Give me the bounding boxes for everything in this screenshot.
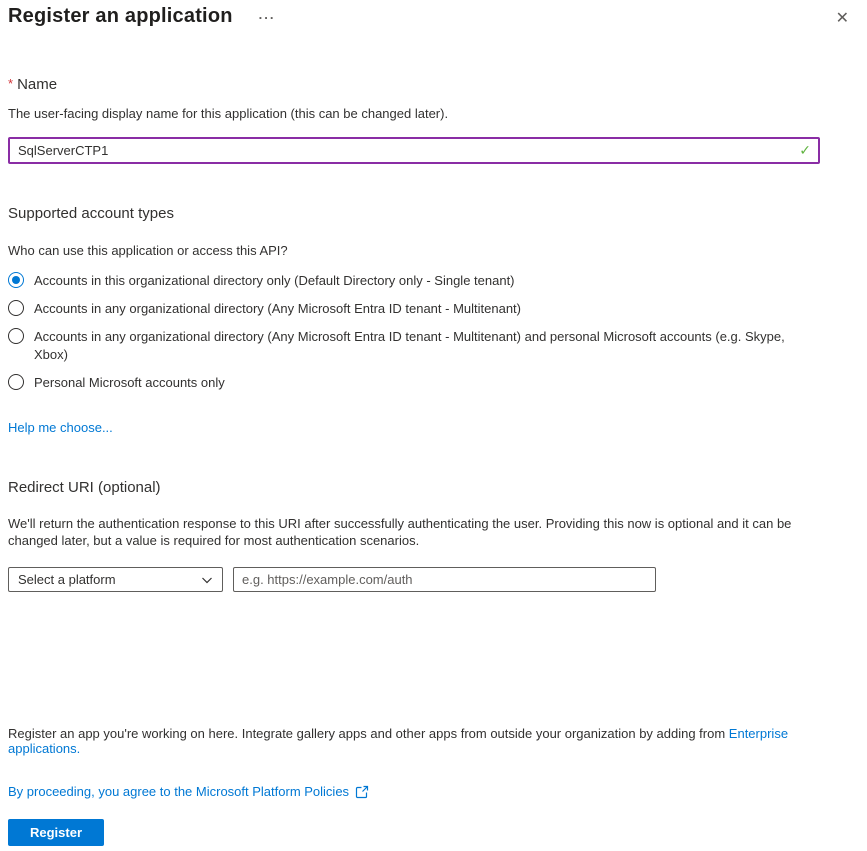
external-link-icon[interactable]: [355, 785, 369, 799]
redirect-uri-input[interactable]: [233, 567, 656, 592]
chevron-down-icon: [201, 574, 213, 586]
redirect-uri-row: [8, 567, 859, 592]
pane-header: [8, 5, 859, 28]
enterprise-applications-link[interactable]: Enterprise applications.: [8, 726, 789, 756]
radio-label: Personal Microsoft accounts only: [34, 375, 225, 390]
platform-select-dropdown[interactable]: [8, 567, 223, 592]
name-input-wrap: [8, 137, 820, 164]
platform-select-value: Select a platform: [18, 572, 116, 587]
platform-policies-link[interactable]: By proceeding, you agree to the Microsoft Platform Policies: [8, 784, 350, 799]
valid-check-icon: ✓: [799, 142, 811, 158]
radio-unselected-icon[interactable]: [8, 374, 24, 390]
radio-label: Accounts in this organizational directory only (Default Directory only - Single tenant): [34, 273, 515, 288]
account-type-radio-group: [8, 272, 808, 392]
radio-multitenant-personal[interactable]: [8, 328, 808, 364]
radio-multitenant[interactable]: [8, 300, 808, 318]
help-me-choose-link[interactable]: Help me choose...: [8, 420, 113, 435]
register-button[interactable]: Register: [8, 819, 104, 846]
required-asterisk: *: [8, 76, 14, 91]
policy-row: [8, 784, 369, 799]
radio-label: Accounts in any organizational directory (Any Microsoft Entra ID tenant - Multitenant): [34, 301, 521, 316]
redirect-uri-heading: Redirect URI (optional): [8, 479, 161, 496]
register-note-text: Register an app you're working on here. Integrate gallery apps and other apps from outside your organization by adding from: [8, 726, 729, 741]
register-note: [8, 726, 860, 756]
redirect-uri-description: We'll return the authentication response to this URI after successfully authenticating the user. Providing this now is optional and it can be changed later, but a value is required for most authentication scenarios.: [8, 516, 792, 548]
radio-personal-only[interactable]: [8, 374, 808, 392]
more-options-icon[interactable]: ...: [258, 7, 276, 22]
name-field-description: The user-facing display name for this application (this can be changed later).: [8, 106, 449, 121]
supported-account-types-heading: Supported account types: [8, 205, 174, 222]
account-types-question: Who can use this application or access this API?: [8, 243, 288, 258]
page-title: Register an application: [8, 5, 233, 27]
name-field-label: [8, 76, 859, 93]
radio-label: Accounts in any organizational directory (Any Microsoft Entra ID tenant - Multitenant) and personal Microsoft accounts (e.g. Skype, Xbox): [34, 329, 785, 362]
name-label-text: Name: [17, 76, 58, 93]
radio-unselected-icon[interactable]: [8, 300, 24, 316]
radio-selected-icon[interactable]: [8, 272, 24, 288]
radio-unselected-icon[interactable]: [8, 328, 24, 344]
radio-single-tenant[interactable]: [8, 272, 808, 290]
close-icon[interactable]: ✕: [832, 7, 853, 31]
name-input[interactable]: [8, 137, 820, 164]
